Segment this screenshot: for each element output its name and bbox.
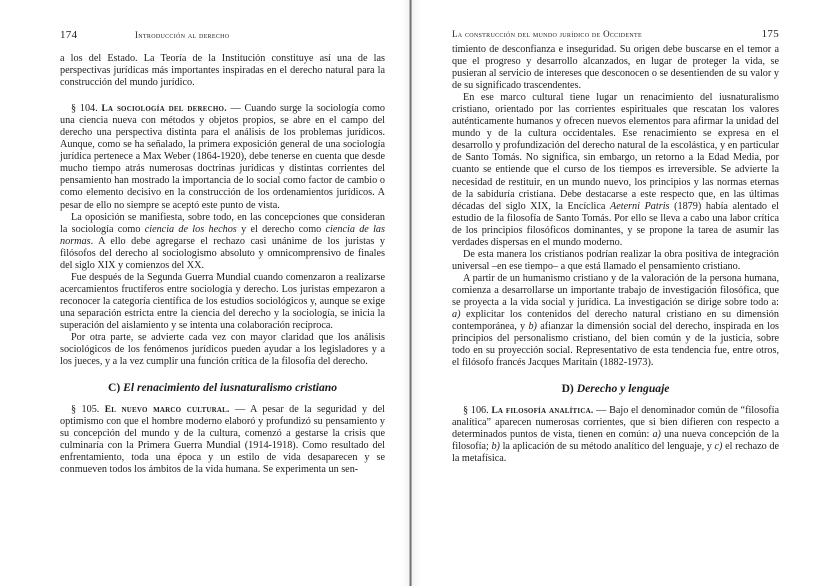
subheading-text: Derecho y lenguaje [576,382,670,396]
section-text: — Cuando surge la sociología como una ciencia nueva con métodos y objetos propios, se abre en el campo del derecho una perspectiva distinta para el análisis de los problemas jurídicos. Aunque, como se ha señalado, la primera exposición general de una sociología jurídica pertenece a Max Weber (1864-1920), debe tenerse en cuenta que desde mucho tiempo atrás numerosas doctrinas jurídicas y distintas corrientes del pensamiento han mostrado la importancia de lo social como factor de cambio o como elemento decisivo en la construcción de los ordenamientos jurídicos. A pesar de ello no siempre se aceptó este punto de vista. [60,103,386,211]
section-text: — A pesar de la seguridad y del optimismo con que el hombre moderno elaboró y profundizó su pensamiento y su concepción del mundo y de la cultura, comenzó a gestarse la crisis que culminaría con la Primera Guerra Mundial (1914-1918). Como resultado del enfrentamiento, toda una época y un estilo de vida desaparecen y se conmueven todos los ámbitos de la vida humana. Se experimenta un sen- [60,403,386,475]
subheading-d [452,382,779,396]
emphasis: a) [652,428,661,440]
text-run: A partir de un humanismo cristiano y de la valoración de la persona humana, comienza a desarrollarse un importante trabajo de investigación filosófica, que se proyecta a la vida social y jurídica. La investigación se dirige sobre todo a: [452,272,779,308]
section-title: La filosofía analítica. [491,405,594,416]
text-run: y el derecho como [236,223,326,235]
text-run: La oposición se manifiesta, sobre todo, en las concepciones que consideran la sociología como [60,211,385,235]
section-number: § 104. [71,103,98,115]
emphasis: Aeterni Patris [610,200,670,212]
right-page-header [452,29,779,39]
section-text: una nueva concepción de la filosofía; [452,428,779,452]
left-page-number: 174 [60,29,78,41]
page-gutter [409,0,412,586]
section-title: El nuevo marco cultural. [104,404,230,415]
emphasis: b) [491,440,500,452]
left-page-body [60,53,385,476]
section-105 [60,404,385,476]
right-page-body [452,44,779,465]
section-text: — Bajo el denominador común de “filosofía analítica” aparecen numerosas corrientes, que si bien difieren con respecto a determinados puntos de vista, tienen en común: [452,404,780,440]
paragraph: De esta manera los cristianos podrían realizar la obra positiva de integración universal –en ese tiempo– a que está llamado el pensamiento cristiano. [452,248,779,272]
left-page-header [60,29,385,41]
right-page [414,0,828,586]
paragraph: a los del Estado. La Teoría de la Institución constituye así una de las perspectivas jurídicas más importantes inspiradas en el derecho natural para la construcción del mundo jurídico. [60,53,385,89]
right-running-head: La construcción del mundo jurídico de Occidente [452,29,642,39]
section-text: el rechazo de la metafísica. [452,440,779,464]
text-run: . A ello debe agregarse el rechazo casi unánime de los juristas y filósofos del derecho al sociologismo absoluto y omnicomprensivo de finales del siglo XIX y comienzos del XX. [60,235,385,271]
text-run: En ese marco cultural tiene lugar un renacimiento del iusnaturalismo cristiano, orientado por las corrientes espirituales que rescatan los valores auténticamente humanos y ofrecen nuevos elementos para afirmar la unidad del mundo y de la cultura occidentales. Ese renacimiento se expresa en el desarrollo y profundización del derecho natural de la escolástica, y en particular de Santo Tomás. No significa, sin embargo, un retorno a la Edad Media, por cuanto se entiende que el curso de los tiempos es irreversible. Se advierte la necesidad de restituir, en un mundo nuevo, los principios y las normas eternas de la sabiduría cristiana. Debe destacarse a este respecto que, en las últimas décadas del siglo XIX, la Encíclica [452,92,779,212]
subheading-c [60,381,385,395]
subheading-letter: D) [561,382,574,396]
paragraph: Por otra parte, se advierte cada vez con mayor claridad que los análisis sociológicos de los fenómenos jurídicos pueden ayudar a los legisladores y a los jueces, y a la vez cumplir una función crítica de la filosofía del derecho. [60,332,385,368]
emphasis: ciencia de los hechos [144,223,237,235]
emphasis: b) [528,321,537,333]
text-run: (1879) había alentado el estudio de la filosofía de Santo Tomás. Por ello se lleva a cabo una labor crítica de los principios filosóficos dominantes, y se propone la tarea de asumir las verdades dispersas en el mundo moderno. [452,200,779,248]
paragraph: Fue después de la Segunda Guerra Mundial cuando comenzaron a realizarse acercamientos fructíferos entre sociología y derecho. Los juristas empezaron a reconocer la categoría científica de los estudios sociológicos y, aunque se exige una separación estricta entre la ciencia del derecho y la sociología, se inicia la superación del aislamiento y se intenta una colaboración recíproca. [60,271,385,331]
text-run: explicitar los contenidos del derecho natural cristiano en su dimensión contemporánea, y [452,309,779,333]
paragraph [452,92,779,249]
text-run: afianzar la dimensión social del derecho, inspirada en los principios del personalismo cristiano, del bien común y de la justicia, sobre todo en su proyección social. Representativo de esta tendencia fue, entre otros, el filósofo francés Jacques Maritain (1882-1973). [452,321,779,369]
subheading-text: El renacimiento del iusnaturalismo cristiano [123,381,338,395]
section-104 [60,103,385,211]
emphasis: c) [714,440,723,452]
emphasis: ciencia de las normas [60,223,385,247]
section-number: § 105. [71,403,100,415]
section-title: La sociología del derecho. [101,104,227,115]
section-number: § 106. [463,404,489,416]
section-text: la aplicación de su método analítico del lenguaje, y [499,440,715,452]
left-running-head: Introducción al derecho [135,30,230,40]
right-page-number: 175 [761,28,779,40]
paragraph: timiento de desconfianza e inseguridad. Su origen debe buscarse en el temor a que el progreso y desarrollo alcanzados, en lugar de proteger la vida, se pusieran al servicio de intereses que desconocen o se desentienden de su valor y de su significado trascendentes. [452,44,779,92]
section-106 [452,405,779,465]
subheading-letter: C) [107,381,121,395]
paragraph [452,273,779,369]
paragraph [60,212,385,272]
emphasis: a) [452,309,461,321]
